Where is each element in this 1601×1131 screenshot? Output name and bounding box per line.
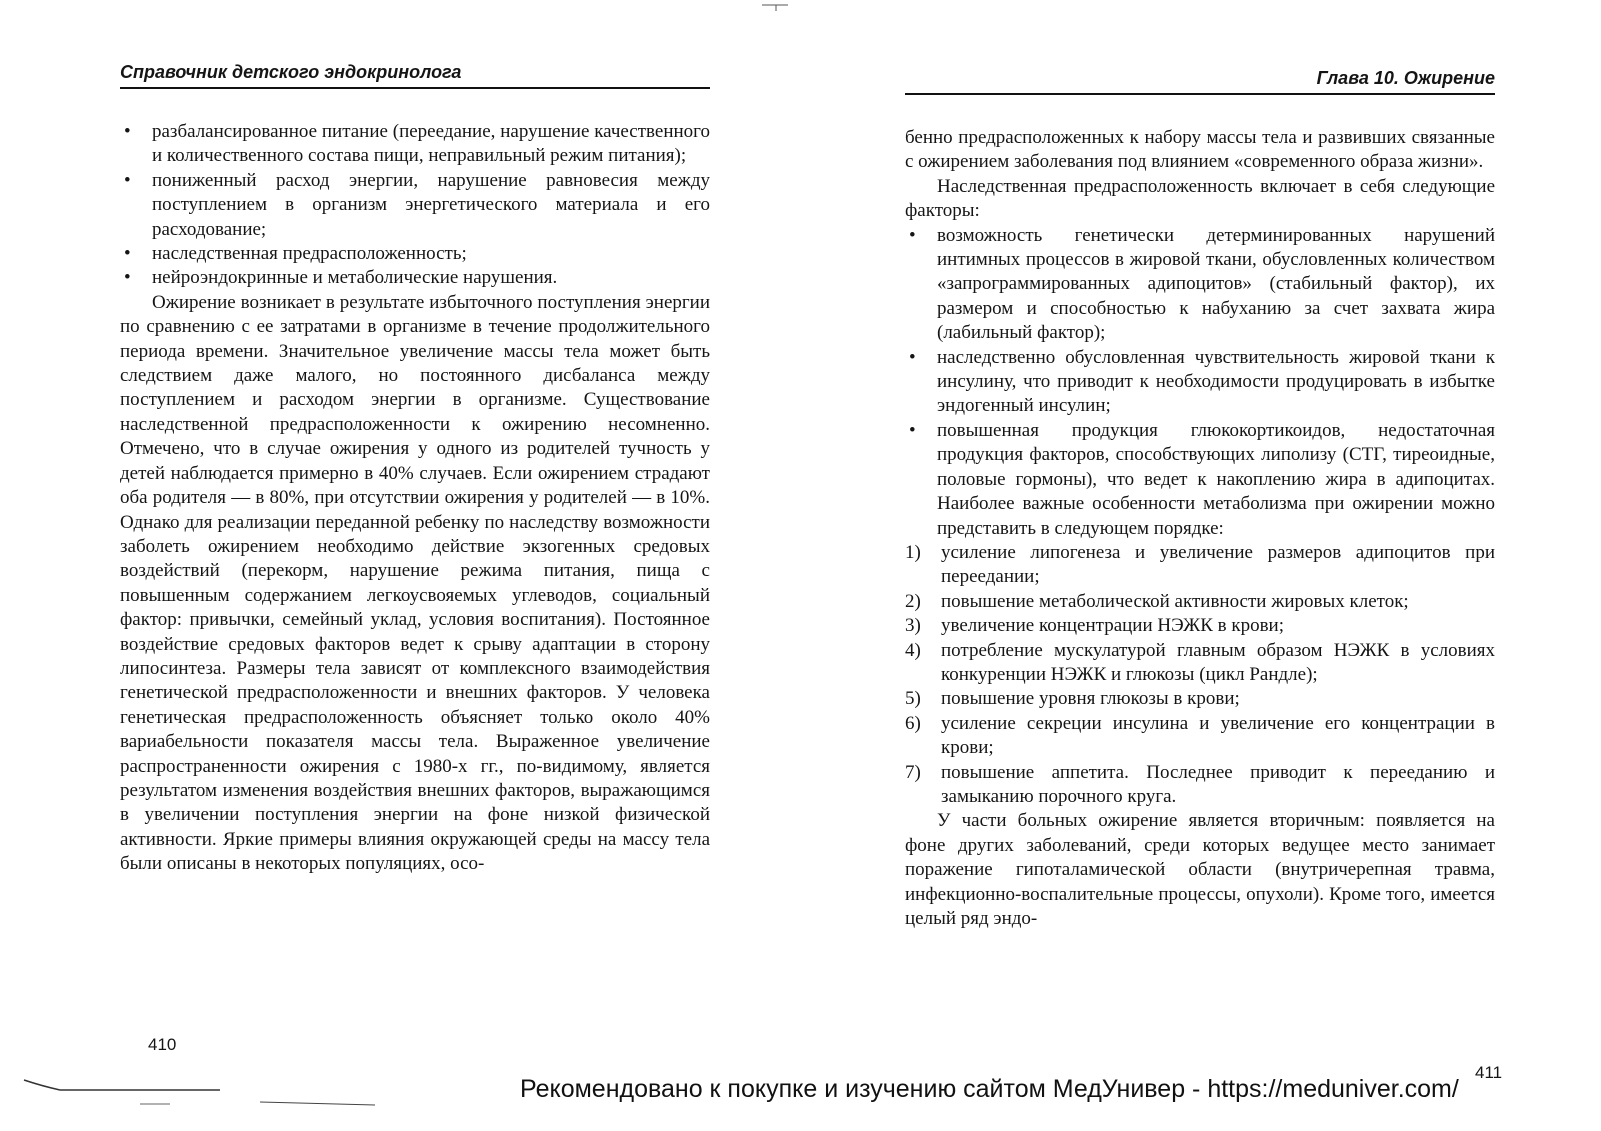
list-item-text: разбалансированное питание (переедание, нарушение качественного и количественного состава пищи, неправильный режим питания); (152, 121, 710, 167)
numbered-item (905, 712, 1495, 761)
footer-watermark: Рекомендовано к покупке и изучению сайтом МедУнивер - https://meduniver.com/ (520, 1075, 1459, 1103)
numbered-list (905, 541, 1495, 809)
running-head-left: Справочник детского эндокринолога (120, 62, 710, 89)
list-item (905, 419, 1495, 541)
list-item-text: повышенная продукция глюкокортикоидов, недостаточная продукция факторов, способствующих липолизу (СТГ, тиреоидные, половые гормоны), что ведет к накоплению жира в адипоцитах. Наиболее важные особенности метаболизма при ожирении можно представить в следующем порядке: (937, 419, 1495, 539)
numbered-item (905, 687, 1495, 711)
item-number: 5) (905, 688, 921, 710)
numbered-item-text: увеличение концентрации НЭЖК в крови; (941, 615, 1284, 637)
numbered-item-text: повышение аппетита. Последнее приводит к перееданию и замыканию порочного круга. (941, 761, 1495, 807)
list-item (905, 224, 1495, 346)
numbered-item (905, 541, 1495, 590)
scan-artifact-bottom-left (20, 1072, 380, 1112)
list-item-text: возможность генетически детерминированных нарушений интимных процессов в жировой ткани, обусловленных количеством «запрограммированных адипоцитов» (стабильный фактор), их размером и способностью к набуханию за счет захвата жира (лабильный фактор); (937, 224, 1495, 344)
numbered-item-text: потребление мускулатурой главным образом НЭЖК в условиях конкуренции НЭЖК и глюкозы (цикл Рандле); (941, 639, 1495, 685)
intro-paragraph: Наследственная предрасположенность включает в себя следующие факторы: (905, 175, 1495, 222)
item-number: 6) (905, 712, 921, 734)
list-item (120, 266, 710, 290)
list-item (905, 346, 1495, 419)
list-item (120, 120, 710, 169)
item-number: 3) (905, 615, 921, 637)
numbered-item-text: повышение уровня глюкозы в крови; (941, 688, 1240, 710)
item-number: 1) (905, 541, 921, 563)
bullet-marker: • (909, 419, 916, 441)
item-number: 2) (905, 590, 921, 612)
numbered-item (905, 761, 1495, 810)
numbered-item (905, 590, 1495, 614)
right-bullet-list (905, 224, 1495, 541)
bullet-marker: • (909, 346, 916, 368)
bullet-marker: • (124, 267, 131, 289)
right-page-body (905, 126, 1495, 931)
continuation-paragraph: бенно предрасположенных к набору массы тела и развивших связанные с ожирением заболевания под влиянием «современного образа жизни». (905, 127, 1495, 173)
page-number-right: 411 (1475, 1063, 1503, 1082)
scan-artifact-top (760, 0, 790, 12)
bullet-marker: • (124, 169, 131, 191)
closing-paragraph: У части больных ожирение является вторичным: появляется на фоне других заболеваний, среди которых ведущее место занимает поражение гипоталамической области (внутричерепная травма, инфекционно-воспалительные процессы, опухоли). Кроме того, имеется целый ряд эндо- (905, 810, 1495, 929)
bullet-marker: • (909, 224, 916, 246)
running-head-right: Глава 10. Ожирение (905, 68, 1495, 95)
bullet-marker: • (124, 121, 131, 142)
list-item-text: наследственная предрасположенность; (152, 243, 467, 265)
list-item (120, 169, 710, 242)
numbered-item (905, 614, 1495, 638)
numbered-item-text: повышение метаболической активности жировых клеток; (941, 590, 1409, 612)
list-item-text: пониженный расход энергии, нарушение равновесия между поступлением в организм энергетического материала и его расходование; (152, 169, 710, 240)
item-number: 4) (905, 639, 921, 661)
item-number: 7) (905, 761, 921, 783)
left-bullet-list (120, 120, 710, 291)
numbered-item-text: усиление секреции инсулина и увеличение его концентрации в крови; (941, 712, 1495, 759)
left-page-body (120, 120, 710, 877)
numbered-item (905, 639, 1495, 688)
page-number-left: 410 (148, 1035, 177, 1054)
list-item (120, 242, 710, 266)
list-item-text: наследственно обусловленная чувствительность жировой ткани к инсулину, что приводит к необходимости продуцировать в избытке эндогенный инсулин; (937, 346, 1495, 417)
list-item-text: нейроэндокринные и метаболические нарушения. (152, 267, 558, 289)
body-paragraph: Ожирение возникает в результате избыточного поступления энергии по сравнению с ее затратами в организме в течение продолжительного периода времени. Значительное увеличение массы тела может быть следствием даже малого, но постоянного дисбаланса между поступлением и расходом энергии в организме. Существование наследственной предрасположенности к ожирению несомненно. Отмечено, что в случае ожирения у одного из родителей тучность у детей наблюдается примерно в 40% случаев. Если ожирением страдают оба родителя — в 80%, при отсутствии ожирения у родителей — в 10%. Однако для реализации переданной ребенку по наследству возможности заболеть ожирением необходимо действие экзогенных средовых воздействий (перекорм, нарушение режима питания, пища с повышенным содержанием легкоусвояемых углеводов, социальный фактор: привычки, семейный уклад, условия воспитания). Постоянное воздействие средовых факторов ведет к срыву адаптации в сторону липосинтеза. Размеры тела зависят от комплексного взаимодействия генетической предрасположенности и внешних факторов. У человека генетическая предрасположенность объясняет только около 40% вариабельности показателя массы тела. Выраженное увеличение распространенности ожирения с 1980-х гг., по-видимому, является результатом изменения воздействия внешних факторов, выражающимся в увеличении поступления энергии на фоне низкой физической активности. Яркие примеры влияния окружающей среды на массу тела были описаны в некоторых популяциях, осо- (120, 291, 710, 875)
numbered-item-text: усиление липогенеза и увеличение размеров адипоцитов при переедании; (941, 541, 1495, 588)
bullet-marker: • (124, 243, 131, 265)
